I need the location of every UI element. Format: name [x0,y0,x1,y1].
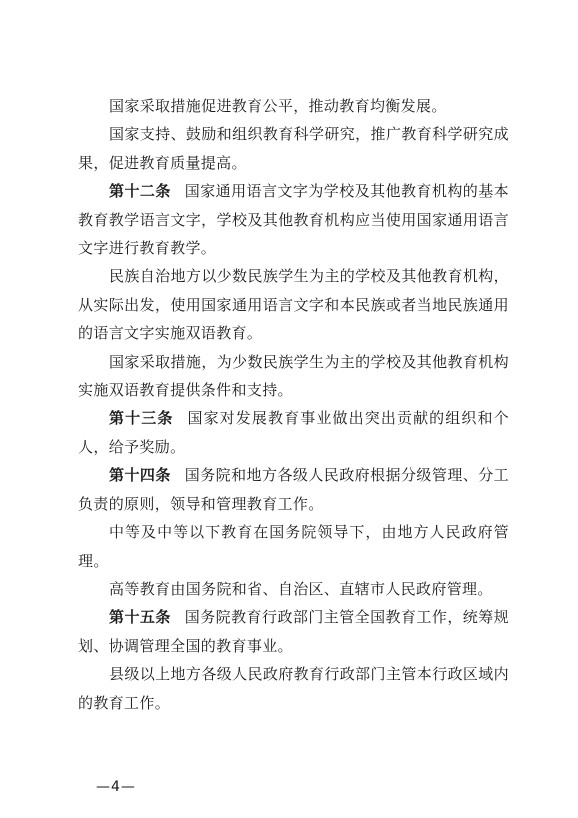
paragraph [78,262,509,347]
article-number: 第十五条 [109,608,171,627]
paragraph-text: 中等及中等以下教育在国务院领导下，由地方人民政府管理。 [78,523,509,570]
article-number: 第十三条 [109,409,174,428]
paragraph [78,177,509,262]
paragraph [78,92,509,120]
paragraph [78,348,509,405]
paragraph-text: 国家通用语言文字为学校及其他教育机构的基本教育教学语言文字，学校及其他教育机构应当使用国家通用语言文字进行教育教学。 [78,182,509,258]
paragraph-text: 国务院教育行政部门主管全国教育工作，统筹规划、协调管理全国的教育事业。 [78,608,509,655]
article-number: 第十二条 [109,182,171,201]
paragraph [78,404,509,461]
paragraph [78,660,509,717]
paragraph-text: 国务院和地方各级人民政府根据分级管理、分工负责的原则，领导和管理教育工作。 [78,466,509,513]
paragraph-text: 国家采取措施，为少数民族学生为主的学校及其他教育机构实施双语教育提供条件和支持。 [78,352,509,400]
page-number: —4— [96,779,136,795]
paragraph [78,518,509,575]
paragraph-text: 国家对发展教育事业做出突出贡献的组织和个人，给予奖励。 [78,409,509,456]
paragraph-text: 国家采取措施促进教育公平，推动教育均衡发展。 [109,97,447,115]
paragraph [78,603,509,660]
paragraph-text: 民族自治地方以少数民族学生为主的学校及其他教育机构，从实际出发，使用国家通用语言文字和本民族或者当地民族通用的语言文字实施双语教育。 [78,267,509,343]
paragraph-text: 县级以上地方各级人民政府教育行政部门主管本行政区域内的教育工作。 [78,665,509,712]
paragraph-text: 国家支持、鼓励和组织教育科学研究，推广教育科学研究成果，促进教育质量提高。 [78,125,509,172]
paragraph [78,575,509,603]
paragraph [78,120,509,177]
paragraph-text: 高等教育由国务院和省、自治区、直辖市人民政府管理。 [109,579,493,598]
article-number: 第十四条 [109,466,171,485]
document-body [78,92,509,717]
paragraph [78,461,509,518]
